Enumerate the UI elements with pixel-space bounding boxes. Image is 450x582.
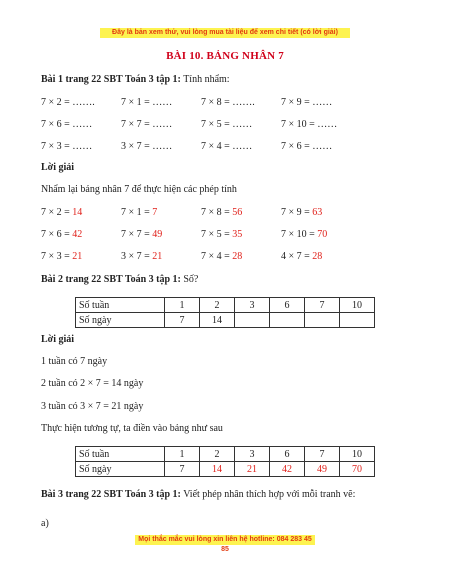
table-cell: 21: [235, 462, 270, 477]
bai3-part-a: a): [41, 518, 49, 529]
bai1-solution-intro: Nhẩm lại bảng nhân 7 để thực hiện các phép tính: [41, 184, 237, 195]
table-cell: [340, 313, 375, 328]
bai2-fill-intro: Thực hiện tương tự, ta điền vào bảng như sau: [41, 423, 223, 434]
page-title: BÀI 10. BẢNG NHÂN 7: [166, 50, 284, 62]
solution-line: 3 tuần có 3 × 7 = 21 ngày: [41, 401, 144, 412]
exercise-cell: 7 × 9 = ……: [281, 97, 333, 108]
bai3-label: Bài 3 trang 22 SBT Toán 3 tập 1:: [41, 489, 181, 500]
answer-cell: 7 × 8 = 56: [201, 207, 243, 218]
answer-cell: 7 × 4 = 28: [201, 251, 243, 262]
answer-value: 49: [152, 229, 163, 240]
table-cell: 7: [165, 462, 200, 477]
solution-line: 2 tuần có 2 × 7 = 14 ngày: [41, 378, 144, 389]
answer-value: 35: [232, 229, 243, 240]
table-cell: 49: [305, 462, 340, 477]
bai1-prompt: Tính nhẩm:: [183, 74, 230, 85]
exercise-cell: 7 × 10 = ……: [281, 119, 338, 130]
table-cell: 1: [165, 447, 200, 462]
table-cell: [305, 313, 340, 328]
answer-row-2: [41, 229, 421, 243]
table-cell: 7: [305, 447, 340, 462]
table-cell: [270, 313, 305, 328]
answer-row-3: [41, 251, 421, 265]
bai1-heading: [41, 74, 230, 85]
answer-value: 63: [312, 207, 323, 218]
bai2-prompt: Số?: [183, 274, 199, 285]
answer-cell: 7 × 6 = 42: [41, 229, 83, 240]
bai1-solution-label: Lời giải: [41, 162, 75, 173]
table-cell: Số tuần: [76, 447, 165, 462]
exercise-row-3: [41, 141, 421, 155]
table-row: [76, 462, 375, 477]
table-row: [76, 447, 375, 462]
exercise-row-2: [41, 119, 421, 133]
answer-value: 14: [72, 207, 83, 218]
table-row: [76, 298, 375, 313]
preview-banner: Đây là bản xem thử, vui lòng mua tài liệu để xem chi tiết (có lời giải): [100, 28, 350, 38]
table-cell: 6: [270, 298, 305, 313]
weeks-days-answer-table: [75, 446, 375, 477]
exercise-cell: 7 × 4 = ……: [201, 141, 253, 152]
table-cell: 14: [200, 462, 235, 477]
answer-cell: 7 × 1 = 7: [121, 207, 158, 218]
answer-cell: 7 × 10 = 70: [281, 229, 328, 240]
exercise-cell: 7 × 6 = ……: [41, 119, 93, 130]
table-cell: 2: [200, 298, 235, 313]
bai3-heading: [41, 489, 355, 500]
table-cell: Số tuần: [76, 298, 165, 313]
answer-value: 70: [317, 229, 328, 240]
answer-value: 56: [232, 207, 243, 218]
table-cell: 42: [270, 462, 305, 477]
table-cell: [235, 313, 270, 328]
answer-cell: 7 × 3 = 21: [41, 251, 83, 262]
table-cell: 3: [235, 298, 270, 313]
exercise-cell: 7 × 6 = ……: [281, 141, 333, 152]
bai2-solution-label: Lời giải: [41, 334, 75, 345]
answer-value: 28: [232, 251, 243, 262]
table-cell: 3: [235, 447, 270, 462]
answer-value: 21: [72, 251, 83, 262]
table-cell: 14: [200, 313, 235, 328]
solution-line: 1 tuần có 7 ngày: [41, 356, 108, 367]
exercise-cell: 7 × 5 = ……: [201, 119, 253, 130]
table-cell: 7: [305, 298, 340, 313]
bai1-label: Bài 1 trang 22 SBT Toán 3 tập 1:: [41, 74, 181, 85]
table-row: [76, 313, 375, 328]
bai2-label: Bài 2 trang 22 SBT Toán 3 tập 1:: [41, 274, 181, 285]
answer-value: 42: [72, 229, 83, 240]
table-cell: 7: [165, 313, 200, 328]
answer-cell: 7 × 5 = 35: [201, 229, 243, 240]
hotline-banner: Mọi thắc mắc vui lòng xin liên hệ hotline: 084 283 45 85: [135, 535, 315, 545]
answer-cell: 7 × 9 = 63: [281, 207, 323, 218]
table-cell: 10: [340, 298, 375, 313]
exercise-cell: 7 × 7 = ……: [121, 119, 173, 130]
table-cell: 6: [270, 447, 305, 462]
answer-cell: 7 × 7 = 49: [121, 229, 163, 240]
bai3-prompt: Viết phép nhân thích hợp với mỗi tranh vẽ:: [183, 489, 356, 500]
answer-row-1: [41, 207, 421, 221]
exercise-cell: 7 × 3 = ……: [41, 141, 93, 152]
answer-cell: 4 × 7 = 28: [281, 251, 323, 262]
exercise-cell: 7 × 2 = …….: [41, 97, 95, 108]
table-cell: 1: [165, 298, 200, 313]
weeks-days-table: [75, 297, 375, 328]
exercise-cell: 3 × 7 = ……: [121, 141, 173, 152]
bai2-heading: [41, 274, 198, 285]
answer-cell: 3 × 7 = 21: [121, 251, 163, 262]
table-cell: Số ngày: [76, 462, 165, 477]
table-cell: 2: [200, 447, 235, 462]
exercise-row-1: [41, 97, 421, 111]
table-cell: Số ngày: [76, 313, 165, 328]
exercise-cell: 7 × 8 = …….: [201, 97, 255, 108]
exercise-cell: 7 × 1 = ……: [121, 97, 173, 108]
answer-value: 28: [312, 251, 323, 262]
answer-value: 7: [152, 207, 158, 218]
table-cell: 10: [340, 447, 375, 462]
table-cell: 70: [340, 462, 375, 477]
answer-value: 21: [152, 251, 163, 262]
answer-cell: 7 × 2 = 14: [41, 207, 83, 218]
